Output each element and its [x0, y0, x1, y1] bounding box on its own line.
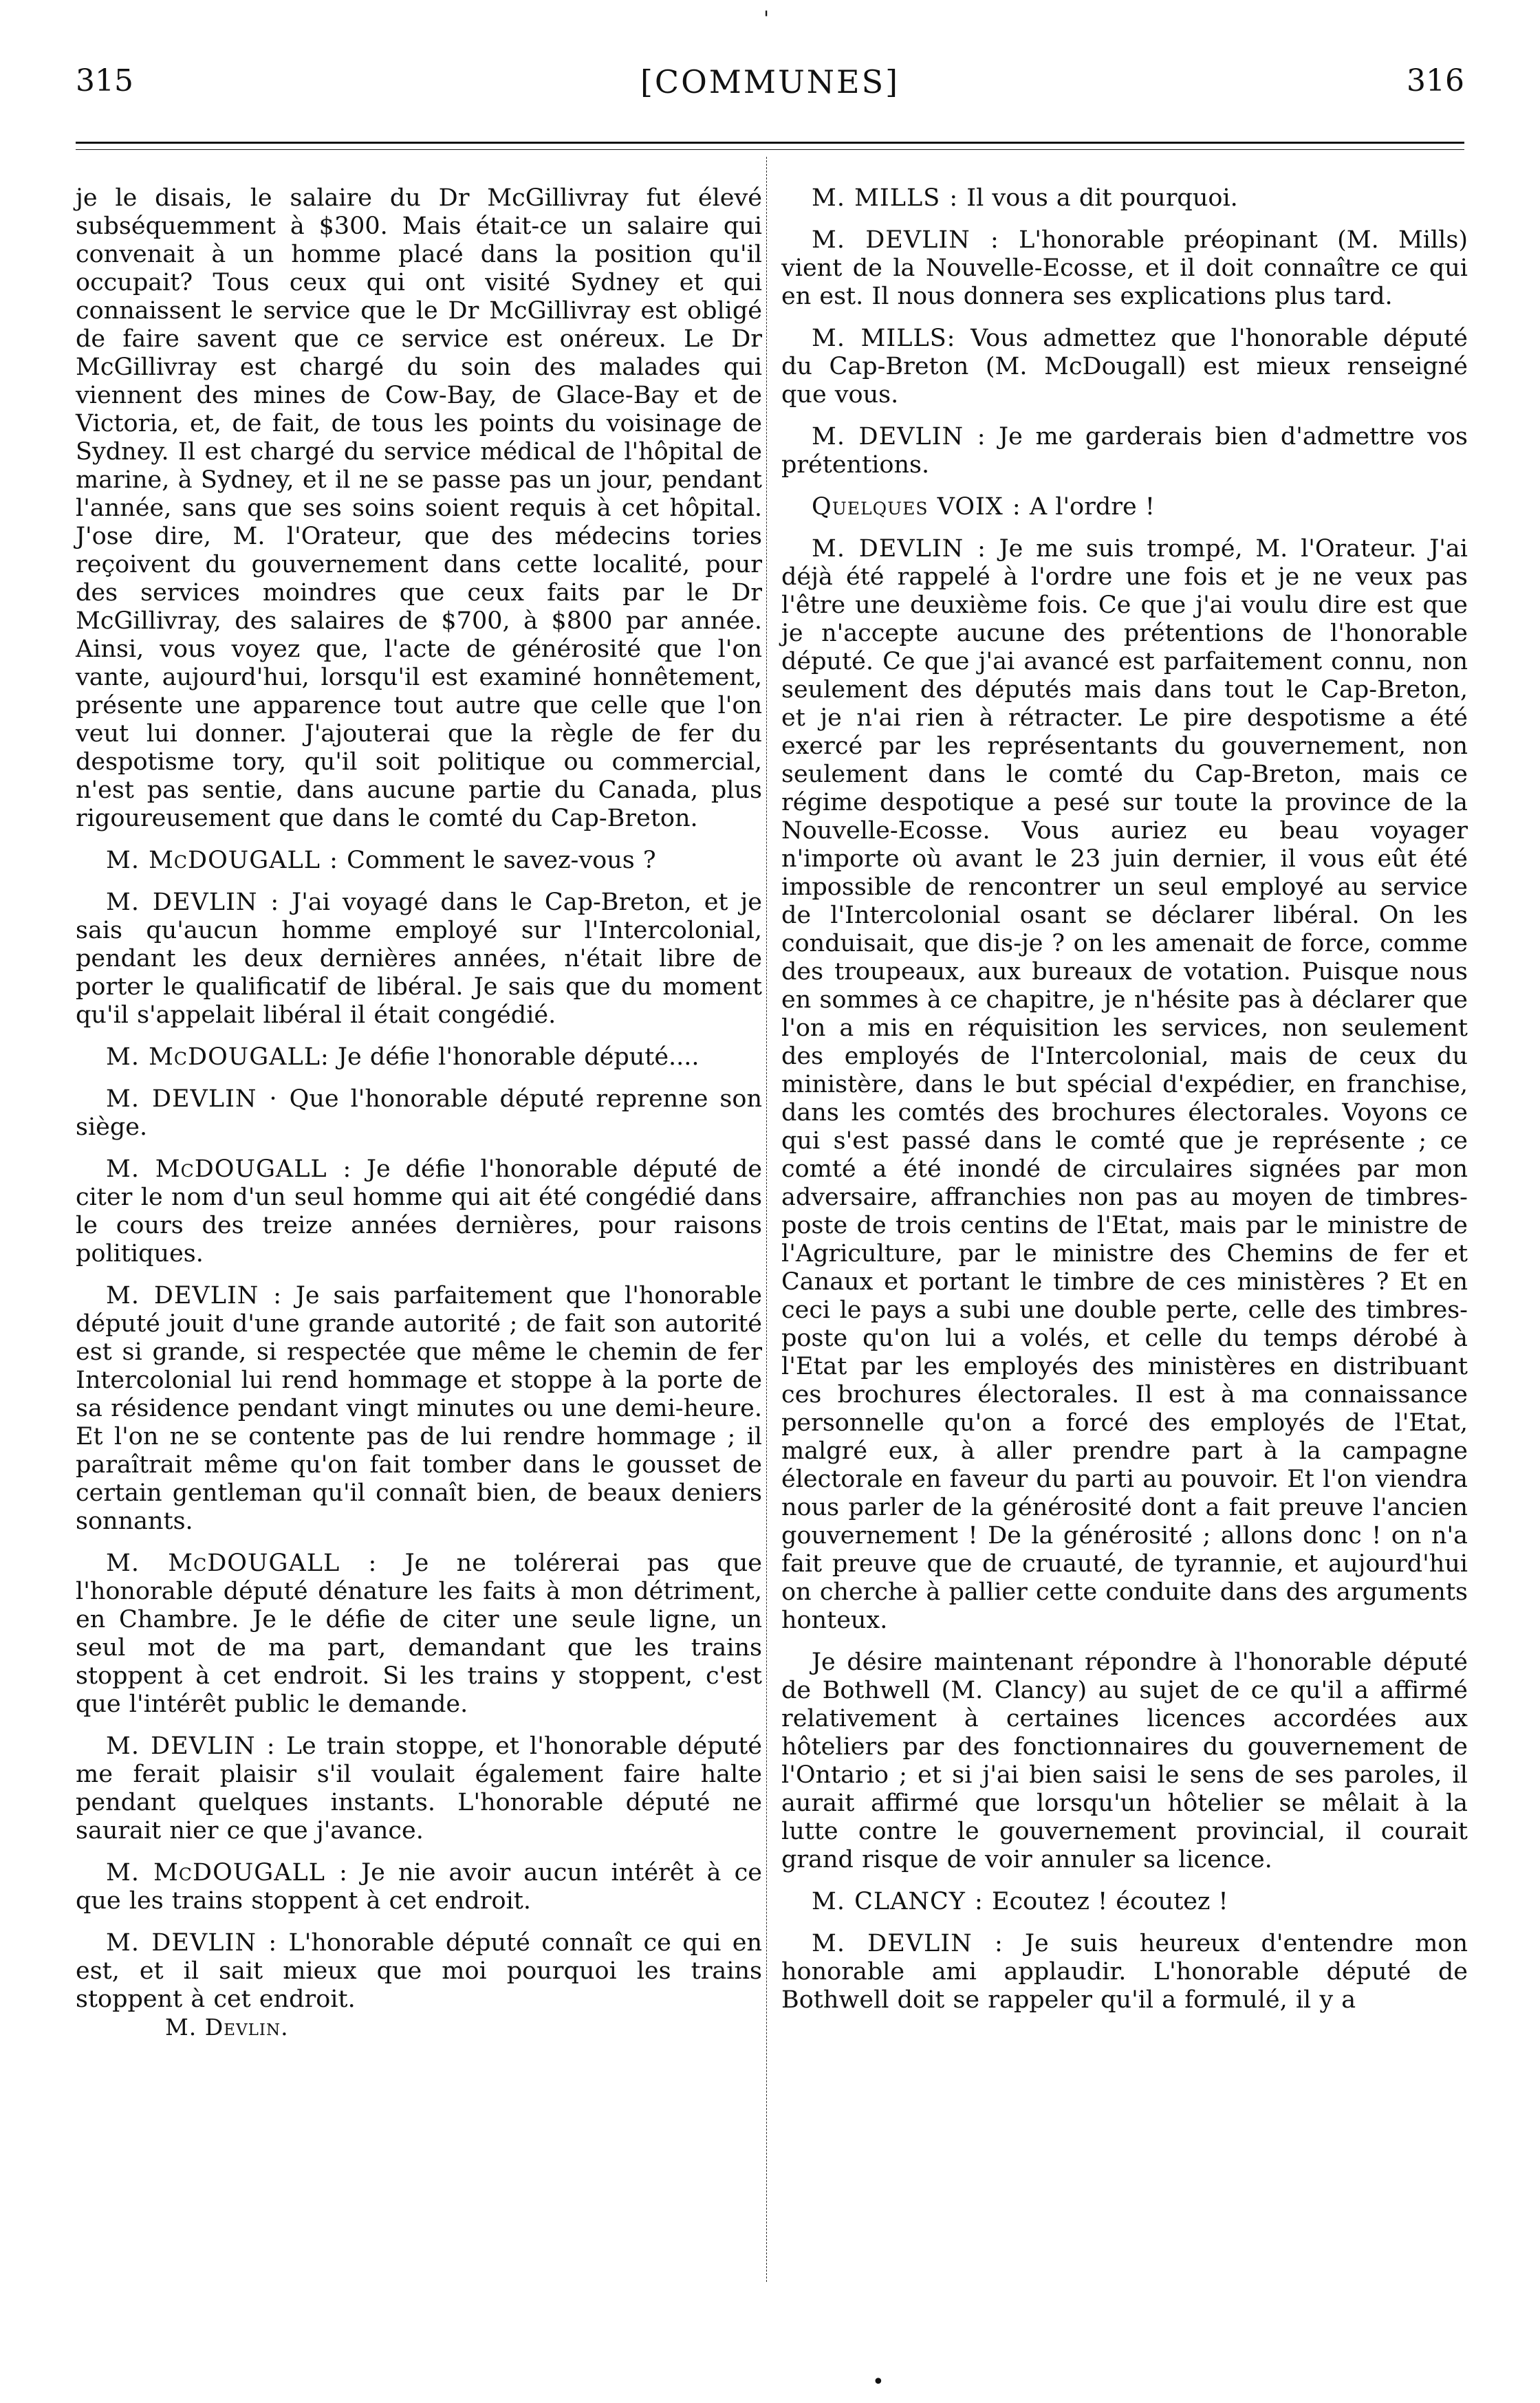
paragraph-text: Je désire maintenant répondre à l'honorable député de Bothwell (M. Clancy) au sujet de ce qu'il a affirmé relativement à certaines licences accordées aux hôteliers par des fonctionnaires du gouvernement de l'Ontario ; et si j'ai bien saisi le sens de ses paroles, il aurait affirmé que lorsqu'un hôtelier se mêlait à la lutte contre le gouvernement provincial, il courait grand risque de voir annuler sa licence.: [781, 1649, 1468, 1873]
speaker-name: M. DEVLIN :: [812, 423, 986, 450]
paragraph-text: Je ne tolérerai pas que l'honorable député dénature les faits à mon détriment, en Chambre. Je le défie de citer une seule ligne, un seul mot de ma part, demandant que les trains stoppent à cet endroit. Si les trains y stoppent, c'est que l'intérêt public le demande.: [76, 1550, 762, 1718]
left-column: [76, 184, 762, 2041]
speaker-name: M. McDOUGALL:: [106, 1043, 329, 1071]
running-title: [COMMUNES]: [640, 63, 900, 100]
speech-paragraph: [781, 184, 1468, 213]
paragraph-text: je le disais, le salaire du Dr McGillivray fut élevé subséquemment à $300. Mais était-ce un salaire qui convenait à un homme placé dans la position qu'il occupait? Tous ceux qui ont visité Sydney et qui connaissent le service que le Dr McGillivray est obligé de faire savent que ce service est onéreux. Le Dr McGillivray est chargé du soin des malades qui viennent des mines de Cow-Bay, de Glace-Bay et de Victoria, et, de fait, de tous les points du voisinage de Sydney. Il est chargé du service médical de l'hôpital de marine, à Sydney, et il ne se passe pas un jour, pendant l'année, sans que ses soins soient requis à cet hôpital. J'ose dire, M. l'Orateur, que des médecins tories reçoivent du gouvernement dans cette localité, pour des services moindres que ceux faits par le Dr McGillivray, des salaires de $700, à $800 par année. Ainsi, vous voyez que, l'acte de générosité que l'on vante, aujourd'hui, lorsqu'il est examiné honnêtement, présente une apparence tout autre que celle que l'on veut lui donner. J'ajouterai que la règle de fer du despotisme tory, qu'il soit politique ou commercial, n'est pas sentie, dans aucune partie du Canada, plus rigoureusement que dans le comté du Cap-Breton.: [76, 184, 762, 832]
right-page-number: 316: [1407, 63, 1464, 98]
speech-paragraph: [76, 1929, 762, 2014]
page-signature: [165, 2014, 762, 2041]
speaker-name: M. McDOUGALL :: [106, 1155, 352, 1183]
header-rule-thick: [76, 142, 1464, 144]
paragraph-text: Il vous a dit pourquoi.: [966, 184, 1238, 212]
signature-text: M. Devlin.: [165, 2014, 289, 2041]
left-page-number: 315: [76, 63, 133, 98]
speech-paragraph: [781, 535, 1468, 1635]
speaker-name: M. DEVLIN :: [812, 1930, 1004, 1957]
speaker-name: M. McDOUGALL :: [106, 847, 338, 874]
speaker-name: M. DEVLIN :: [106, 1929, 278, 1957]
page-header: [76, 63, 1464, 111]
column-divider: [766, 157, 767, 2282]
speech-paragraph: [781, 1930, 1468, 2014]
paragraph-text: Comment le savez-vous ?: [347, 847, 656, 874]
header-rule-thin: [76, 149, 1464, 150]
text-paragraph: [781, 1649, 1468, 1874]
top-mark: ': [763, 7, 770, 31]
paragraph-text: Je suis heureux d'entendre mon honorable ami applaudir. L'honorable député de Bothwell doit se rappeler qu'il a formulé, il y a: [781, 1930, 1468, 2014]
paragraph-text: Le train stoppe, et l'honorable député me ferait plaisir s'il voulait également faire halte pendant quelques instants. L'honorable député ne saurait nier ce que j'avance.: [76, 1732, 762, 1845]
paragraph-text: Je sais parfaitement que l'honorable député jouit d'une grande autorité ; de fait son autorité est si grande, si respectée que même le chemin de fer Intercolonial lui rend hommage et stoppe à la porte de sa résidence pendant vingt minutes ou une demi-heure. Et l'on ne se contente pas de lui rendre hommage ; il paraîtrait même qu'on fait tomber dans le gousset de certain gentleman qu'il connaît bien, de beaux deniers sonnants.: [76, 1282, 762, 1535]
text-paragraph: [76, 184, 762, 833]
speaker-name: M. DEVLIN :: [106, 1732, 276, 1760]
speaker-name: M. McDOUGALL :: [106, 1550, 378, 1577]
speaker-name: M. DEVLIN :: [106, 889, 280, 916]
speech-paragraph: [76, 1043, 762, 1072]
speech-paragraph: [781, 423, 1468, 479]
speaker-name: M. DEVLIN :: [812, 535, 986, 563]
speaker-name: M. MILLS :: [812, 184, 959, 212]
speech-paragraph: [781, 493, 1468, 521]
paragraph-text: J'ai voyagé dans le Cap-Breton, et je sais qu'aucun homme employé sur l'Intercolonial, pendant les deux dernières années, n'était libre de porter le qualificatif de libéral. Je sais que du moment qu'il s'appelait libéral il était congédié.: [76, 889, 762, 1029]
speech-paragraph: [76, 847, 762, 875]
paragraph-text: L'honorable préopinant (M. Mills) vient de la Nouvelle-Ecosse, et il doit connaître ce qui en est. Il nous donnera ses explications plus tard.: [781, 226, 1468, 310]
speaker-name: M. CLANCY :: [812, 1888, 984, 1915]
paragraph-text: Je me suis trompé, M. l'Orateur. J'ai déjà été rappelé à l'ordre une fois et je ne veux pas l'être une deuxième fois. Ce que j'ai voulu dire est que je n'accepte aucune des prétentions de l'honorable député. Ce que j'ai avancé est parfaitement connu, non seulement des députés mais dans tout le Cap-Breton, et je n'ai rien à rétracter. Le pire despotisme a été exercé par les représentants du gouvernement, non seulement dans le comté du Cap-Breton, mais ce régime despotique a pesé sur toute la province de la Nouvelle-Ecosse. Vous auriez eu beau voyager n'importe où avant le 23 juin dernier, il vous eût été impossible de rencontrer un seul employé au service de l'Intercolonial osant se déclarer libéral. On les conduisait, que dis-je ? on les amenait de force, comme des troupeaux, aux bureaux de votation. Puisque nous en sommes à ce chapitre, je n'hésite pas à déclarer que l'on a mis en réquisition les services, non seulement des employés de l'Intercolonial, mais de ceux du ministère, dans le but spécial d'expédier, en franchise, dans les comtés des brochures électorales. Voyons ce qui s'est passé dans le comté que je représente ; ce comté a été inondé de circulaires signées par mon adversaire, affranchies non pas au moyen de timbres-poste de trois centins de l'Etat, mais par le ministre de l'Agriculture, par le ministre des Chemins de fer et Canaux et portant le timbre de ces ministères ? Et en ceci le pays a subi une double perte, celle des timbres-poste qu'on lui a volés, et celle du temps dérobé à l'Etat par les employés des ministères en distribuant ces brochures électorales. Il est à ma connaissance personnelle qu'on a forcé des employés de l'Etat, malgré eux, à aller prendre part à la campagne électorale en faveur du parti au pouvoir. Et l'on viendra nous parler de la générosité dont a fait preuve l'ancien gouvernement ! De la générosité ; allons donc ! on n'a fait preuve que de cruauté, de tyrannie, et aujourd'hui on cherche à pallier cette conduite dans des arguments honteux.: [781, 535, 1468, 1634]
paragraph-text: Je nie avoir aucun intérêt à ce que les trains stoppent à cet endroit.: [76, 1859, 762, 1915]
speaker-name: M. McDOUGALL :: [106, 1859, 348, 1886]
speech-paragraph: [781, 226, 1468, 311]
paragraph-text: Que l'honorable député reprenne son siège.: [76, 1085, 763, 1141]
paragraph-text: Vous admettez que l'honorable député du Cap-Breton (M. McDougall) est mieux renseigné que vous.: [781, 325, 1468, 409]
speech-paragraph: [76, 1155, 762, 1268]
paragraph-text: Je défie l'honorable député....: [337, 1043, 699, 1071]
bottom-mark: •: [872, 2370, 885, 2394]
speech-paragraph: [76, 1732, 762, 1845]
speaker-name: M. DEVLIN ·: [106, 1085, 278, 1113]
paragraph-text: Je défie l'honorable député de citer le nom d'un seul homme qui ait été congédié dans le cours des treize années dernières, pour raisons politiques.: [76, 1155, 762, 1268]
speaker-name: M. MILLS:: [812, 325, 956, 352]
speaker-name: M. DEVLIN :: [812, 226, 999, 254]
right-column: [781, 184, 1468, 2014]
speech-paragraph: [76, 1550, 762, 1719]
speaker-name: Quelques VOIX :: [812, 493, 1021, 521]
speech-paragraph: [76, 1859, 762, 1915]
speech-paragraph: [76, 1085, 762, 1142]
speech-paragraph: [781, 1888, 1468, 1916]
paragraph-text: A l'ordre !: [1029, 493, 1155, 521]
paragraph-text: Je me garderais bien d'admettre vos prétentions.: [781, 423, 1468, 479]
speaker-name: M. DEVLIN :: [106, 1282, 283, 1309]
paragraph-text: Ecoutez ! écoutez !: [991, 1888, 1228, 1915]
speech-paragraph: [76, 889, 762, 1030]
speech-paragraph: [781, 325, 1468, 409]
speech-paragraph: [76, 1282, 762, 1536]
paragraph-text: L'honorable député connaît ce qui en est, et il sait mieux que moi pourquoi les trains stoppent à cet endroit.: [76, 1929, 762, 2013]
